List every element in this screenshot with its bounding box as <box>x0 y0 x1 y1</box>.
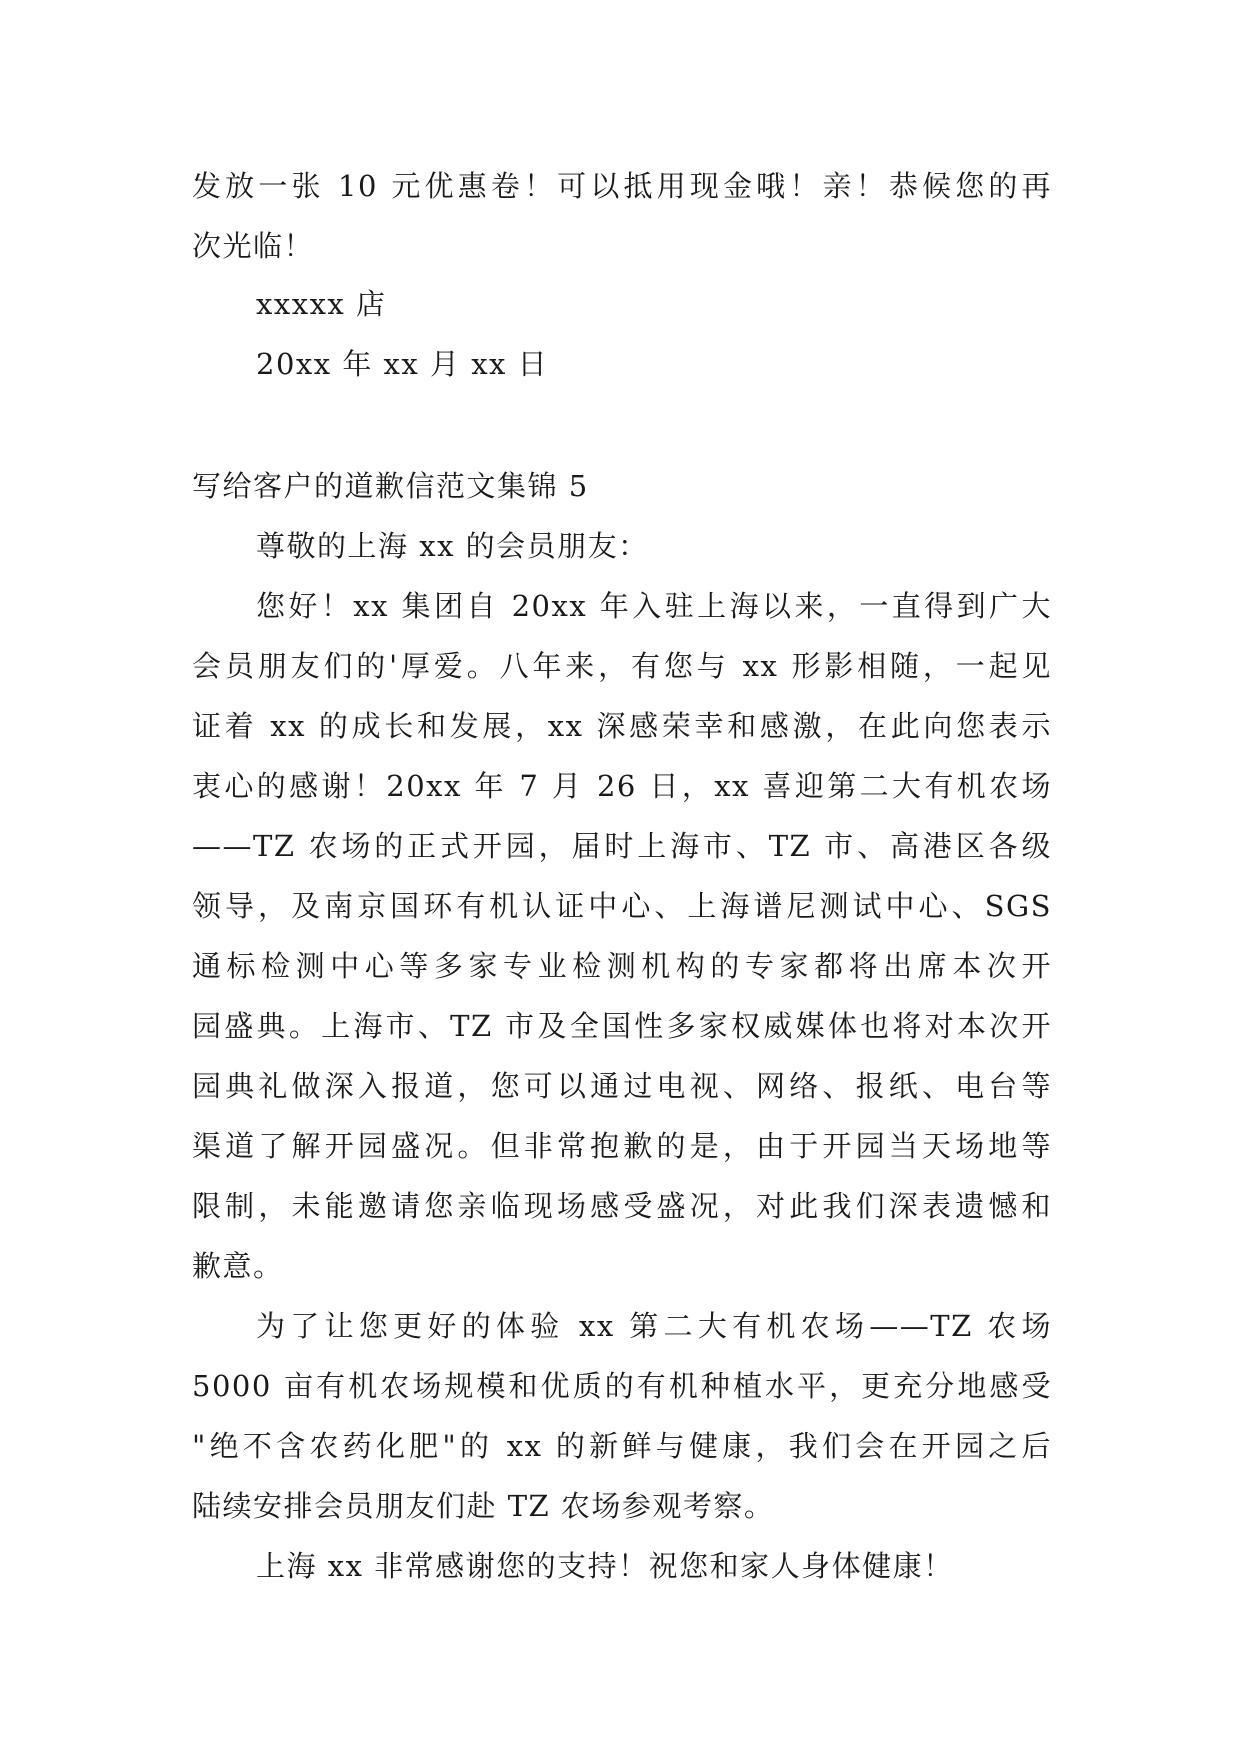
section-title: 写给客户的道歉信范文集锦 5 <box>192 469 589 503</box>
paragraph-line: 5000 亩有机农场规模和优质的有机种植水平，更充分地感受 <box>192 1369 1052 1403</box>
paragraph-line: 渠道了解开园盛况。但非常抱歉的是，由于开园当天场地等 <box>192 1129 1052 1163</box>
section-heading-block <box>192 456 1052 576</box>
paragraph-line: 证着 xx 的成长和发展，xx 深感荣幸和感激，在此向您表示 <box>192 709 1052 743</box>
salutation: 尊敬的上海 xx 的会员朋友： <box>256 529 649 563</box>
intro-paragraph <box>192 156 1052 276</box>
intro-line: 次光临！ <box>192 229 315 263</box>
closing-line: 上海 xx 非常感谢您的支持！祝您和家人身体健康！ <box>256 1549 954 1583</box>
paragraph-line: 通标检测中心等多家专业检测机构的专家都将出席本次开 <box>192 949 1052 983</box>
paragraph-1 <box>192 576 1052 1296</box>
paragraph-line: 限制，未能邀请您亲临现场感受盛况，对此我们深表遗憾和 <box>192 1189 1052 1223</box>
paragraph-line: 为了让您更好的体验 xx 第二大有机农场——TZ 农场 <box>256 1309 1052 1343</box>
intro-line: 发放一张 10 元优惠卷！可以抵用现金哦！亲！恭候您的再 <box>192 169 1052 203</box>
paragraph-line: "绝不含农药化肥"的 xx 的新鲜与健康，我们会在开园之后 <box>192 1429 1052 1463</box>
signature-date: 20xx 年 xx 月 xx 日 <box>256 347 549 381</box>
paragraph-2 <box>192 1296 1052 1536</box>
closing-paragraph <box>192 1536 1052 1596</box>
paragraph-line: 歉意。 <box>192 1249 284 1283</box>
signature-block <box>192 274 1052 394</box>
paragraph-line: 领导，及南京国环有机认证中心、上海谱尼测试中心、SGS <box>192 889 1052 923</box>
paragraph-line: 园典礼做深入报道，您可以通过电视、网络、报纸、电台等 <box>192 1069 1052 1103</box>
paragraph-line: 园盛典。上海市、TZ 市及全国性多家权威媒体也将对本次开 <box>192 1009 1052 1043</box>
paragraph-line: 您好！xx 集团自 20xx 年入驻上海以来，一直得到广大 <box>256 589 1052 623</box>
signature-store: xxxxx 店 <box>256 287 387 321</box>
paragraph-line: 陆续安排会员朋友们赴 TZ 农场参观考察。 <box>192 1489 775 1523</box>
paragraph-line: 会员朋友们的'厚爱。八年来，有您与 xx 形影相随，一起见 <box>192 649 1052 683</box>
paragraph-line: ——TZ 农场的正式开园，届时上海市、TZ 市、高港区各级 <box>192 829 1052 863</box>
paragraph-line: 衷心的感谢！20xx 年 7 月 26 日，xx 喜迎第二大有机农场 <box>192 769 1052 803</box>
